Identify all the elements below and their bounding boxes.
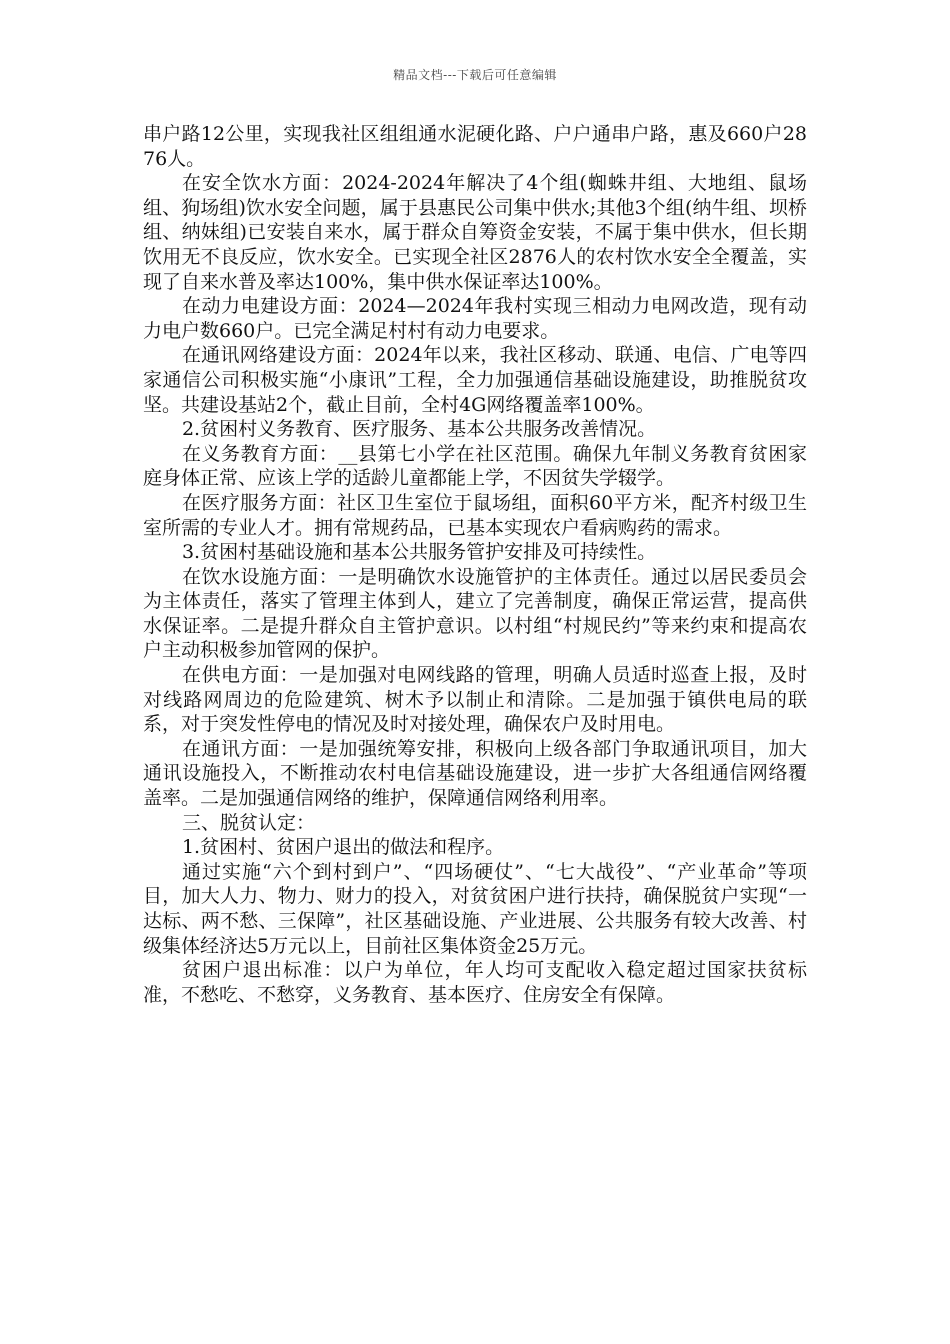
section-heading-education-medical: 2.贫困村义务教育、医疗服务、基本公共服务改善情况。 xyxy=(181,418,657,441)
paragraph-drinking-water: 在安全饮水方面：2024-2024年解决了4个组(蜘蛛井组、大地组、鼠场组、狗场组)饮水安全问题，属于县惠民公司集中供水;其他3个组(纳牛组、坝桥组、纳妹组)已安装自来水，属于群众自筹资金安装，不属于集中供水，但长期饮用无不良反应，饮水安全。已实现全社区2876人的农村饮水安全全覆盖，实现了自来水普及率达100%，集中供水保证率达100%。 xyxy=(143,172,807,293)
page-header: 精品文档---下载后可任意编辑 xyxy=(393,68,557,82)
paragraph-compulsory-education: 在义务教育方面：__县第七小学在社区范围。确保九年制义务教育贫困家庭身体正常、应该上学的适龄儿童都能上学，不因贫失学辍学。 xyxy=(143,442,807,490)
section-heading-poverty-exit: 三、脱贫认定： xyxy=(181,811,315,834)
paragraph-telecom-network: 在通讯网络建设方面：2024年以来，我社区移动、联通、电信、广电等四家通信公司积极实施“小康讯”工程，全力加强通信基础设施建设，助推脱贫攻坚。共建设基站2个，截止目前，全村4G网络覆盖率100%。 xyxy=(143,344,807,416)
document-body xyxy=(143,122,807,1007)
subheading-exit-procedure: 1.贫困村、贫困户退出的做法和程序。 xyxy=(181,836,505,859)
paragraph-medical-service: 在医疗服务方面：社区卫生室位于鼠场组，面积60平方米，配齐村级卫生室所需的专业人才。拥有常规药品，已基本实现农户看病购药的需求。 xyxy=(143,491,807,539)
paragraph-exit-measures: 通过实施“六个到村到户”、“四场硬仗”、“七大战役”、“产业革命”等项目，加大人力、物力、财力的投入，对贫贫困户进行扶持，确保脱贫户实现“一达标、两不愁、三保障”，社区基础设施、产业进展、公共服务有较大改善、村级集体经济达5万元以上，目前社区集体资金25万元。 xyxy=(143,860,807,957)
paragraph-water-facility-maintenance: 在饮水设施方面：一是明确饮水设施管护的主体责任。通过以居民委员会为主体责任，落实了管理主体到人，建立了完善制度，确保正常运营，提高供水保证率。二是提升群众自主管护意识。以村组“村规民约”等来约束和提高农户主动积极参加管网的保护。 xyxy=(143,565,807,662)
paragraph-power-maintenance: 在供电方面：一是加强对电网线路的管理，明确人员适时巡查上报，及时对线路网周边的危险建筑、树木予以制止和清除。二是加强于镇供电局的联系，对于突发性停电的情况及时对接处理，确保农户及时用电。 xyxy=(143,664,807,736)
paragraph-telecom-maintenance: 在通讯方面：一是加强统筹安排，积极向上级各部门争取通讯项目，加大通讯设施投入，不断推动农村电信基础设施建设，进一步扩大各组通信网络覆盖率。二是加强通信网络的维护，保障通信网络利用率。 xyxy=(143,737,807,810)
paragraph-exit-standard: 贫困户退出标准：以户为单位，年人均可支配收入稳定超过国家扶贫标准，不愁吃、不愁穿，义务教育、基本医疗、住房安全有保障。 xyxy=(143,959,807,1006)
section-heading-maintenance: 3.贫困村基础设施和基本公共服务管护安排及可持续性。 xyxy=(181,541,657,564)
paragraph-road-continuation: 串户路12公里，实现我社区组组通水泥硬化路、户户通串户路，惠及660户2876人。 xyxy=(143,123,807,170)
paragraph-power-grid: 在动力电建设方面：2024—2024年我村实现三相动力电网改造，现有动力电户数660户。已完全满足村村有动力电要求。 xyxy=(143,295,807,342)
